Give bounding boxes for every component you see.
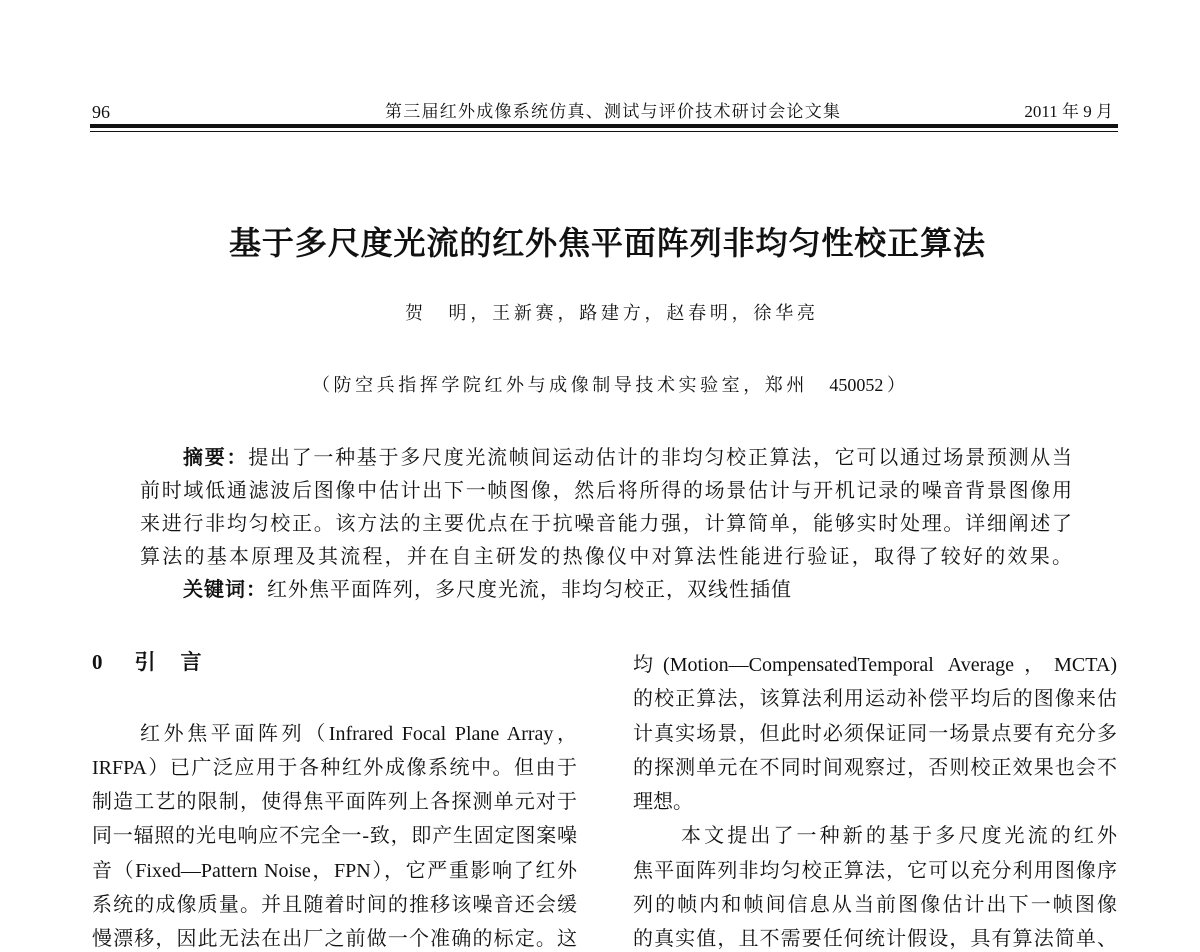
body-line: 理想。 xyxy=(633,791,693,814)
header-rule xyxy=(90,124,1118,128)
abstract-line: 前时域低通滤波后图像中估计出下一帧图像，然后将所得的场景估计与开机记录的噪音背景图像用 xyxy=(140,480,1072,502)
abstract-line: 来进行非均匀校正。该方法的主要优点在于抗噪音能力强，计算简单，能够实时处理。详细阐述了 xyxy=(140,513,1072,535)
body-line: 同一辐照的光电响应不完全一-致，即产生固定图案噪 xyxy=(92,825,577,848)
running-header xyxy=(92,101,1117,123)
section-title: 引 言 xyxy=(134,651,204,674)
keywords-line xyxy=(140,578,1072,602)
body-line: 音（Fixed—Pattern Noise，FPN），它严重影响了红外 xyxy=(92,859,577,882)
body-line: IRFPA）已广泛应用于各种红外成像系统中。但由于 xyxy=(92,756,577,779)
publication-date: 2011 年 9 月 xyxy=(1024,102,1113,121)
body-line: 的真实值，且不需要任何统计假设，具有算法简单、 xyxy=(633,928,1117,951)
right-column xyxy=(633,653,1117,951)
body-line: 慢漂移，因此无法在出厂之前做一个准确的标定。这 xyxy=(92,928,577,951)
affiliation: （防空兵指挥学院红外与成像制导技术实验室，郑州 450052） xyxy=(312,375,905,395)
keywords-label: 关键词： xyxy=(183,579,267,601)
paper-title: 基于多尺度光流的红外焦平面阵列非均匀性校正算法 xyxy=(229,225,985,261)
page-number: 96 xyxy=(92,102,110,122)
abstract xyxy=(140,446,1072,602)
header-rule-thin xyxy=(90,131,1118,132)
abstract-text: 提出了一种基于多尺度光流帧间运动估计的非均匀校正算法，它可以通过场景预测从当 xyxy=(248,447,1073,469)
body-line: 列的帧内和帧间信息从当前图像估计出下一帧图像 xyxy=(633,894,1117,917)
body-line: 红外焦平面阵列（Infrared Focal Plane Array， xyxy=(140,722,577,745)
proceedings-title: 第三届红外成像系统仿真、测试与评价技术研讨会论文集 xyxy=(385,102,840,121)
body-line: 制造工艺的限制，使得焦平面阵列上各探测单元对于 xyxy=(92,791,577,814)
body-line: 系统的成像质量。并且随着时间的推移该噪音还会缓 xyxy=(92,894,577,917)
body-line: 均(Motion—CompensatedTemporal Average，MCTA) xyxy=(633,654,1117,676)
abstract-label: 摘要： xyxy=(183,447,249,469)
abstract-line xyxy=(140,446,1072,470)
author-list: 贺 明，王新赛，路建方，赵春明，徐华亮 xyxy=(405,303,815,323)
abstract-line: 算法的基本原理及其流程，并在自主研发的热像仪中对算法性能进行验证，取得了较好的效果。 xyxy=(140,546,1072,568)
left-column xyxy=(92,722,577,952)
body-line: 计真实场景，但此时必须保证同一场景点要有充分多 xyxy=(633,722,1117,745)
body-line: 本文提出了一种新的基于多尺度光流的红外 xyxy=(681,825,1117,848)
keywords-text: 红外焦平面阵列，多尺度光流，非均匀校正，双线性插值 xyxy=(267,579,792,601)
body-line: 的校正算法，该算法利用运动补偿平均后的图像来估 xyxy=(633,688,1117,711)
body-line: 焦平面阵列非均匀校正算法，它可以充分利用图像序 xyxy=(633,859,1117,882)
section-number: 0 xyxy=(92,650,103,674)
body-line: 的探测单元在不同时间观察过，否则校正效果也会不 xyxy=(633,756,1117,779)
section-heading xyxy=(92,650,204,674)
